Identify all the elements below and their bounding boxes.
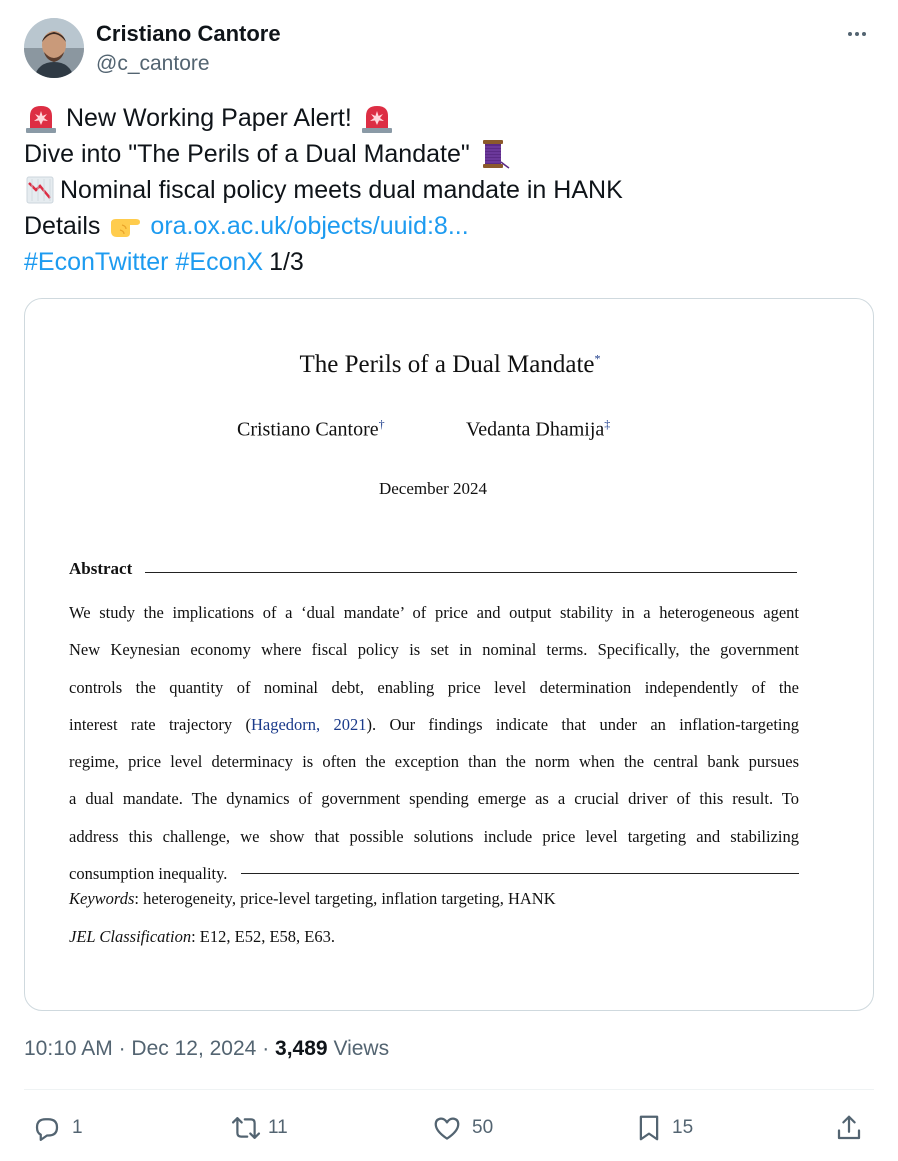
abstract-heading: Abstract xyxy=(69,559,133,578)
tweet-line xyxy=(24,208,874,244)
paper-date: December 2024 xyxy=(378,479,488,498)
rotating-light-icon xyxy=(360,102,394,134)
tweet-line-3-text: Nominal fiscal policy meets dual mandate in HANK xyxy=(60,176,623,204)
paper-author-1-mark: † xyxy=(378,417,385,431)
jel-text: : E12, E52, E58, E63. xyxy=(191,927,335,946)
abstract-last-line xyxy=(69,855,799,892)
paper-title-footnote-mark: * xyxy=(594,351,601,366)
tweet-line xyxy=(24,100,874,136)
abstract-line: regime, price level determinacy is often the exception than the norm when the central bank pursues xyxy=(69,752,799,772)
share-button[interactable] xyxy=(834,1106,864,1150)
keywords-label: Keywords xyxy=(69,889,135,908)
paper-author-1 xyxy=(237,417,385,442)
paper-author-1-name: Cristiano Cantore xyxy=(237,418,379,441)
abstract-rule xyxy=(145,572,797,573)
abstract-line-4-end: ). Our findings indicate that under an inflation-targeting xyxy=(366,714,800,734)
abstract-line xyxy=(69,706,799,743)
abstract-line: controls the quantity of nominal debt, enabling price level determination independently of the xyxy=(69,677,799,697)
views-label: Views xyxy=(333,1037,390,1060)
hashtag-econtwitter[interactable]: #EconTwitter xyxy=(24,248,169,276)
abstract-end-rule xyxy=(241,873,799,874)
reply-icon xyxy=(32,1113,62,1143)
paper-abstract-page xyxy=(25,299,874,1011)
like-button[interactable] xyxy=(432,1106,493,1150)
bookmark-count: 15 xyxy=(672,1117,694,1138)
abstract-body xyxy=(69,594,799,892)
author-handle[interactable]: @c_cantore xyxy=(96,52,210,75)
abstract-last-text: consumption inequality. xyxy=(69,864,228,884)
more-dot-icon xyxy=(848,32,852,36)
heart-icon xyxy=(432,1113,462,1143)
reply-button[interactable] xyxy=(32,1106,83,1150)
jel-label: JEL Classification xyxy=(69,927,192,946)
tweet-line-1-text: New Working Paper Alert! xyxy=(66,104,352,132)
paper-image-card[interactable] xyxy=(24,298,874,1011)
action-bar xyxy=(0,1106,898,1150)
tweet-text xyxy=(24,100,874,280)
abstract-line: We study the implications of a ‘dual mandate’ of price and output stability in a heterogeneous agent xyxy=(69,603,799,622)
paper-keywords xyxy=(69,889,556,909)
bookmark-button[interactable] xyxy=(634,1106,693,1150)
chart-decreasing-icon xyxy=(24,174,56,206)
pointing-right-icon xyxy=(108,211,144,241)
like-count: 50 xyxy=(472,1117,494,1138)
keywords-text: : heterogeneity, price-level targeting, inflation targeting, HANK xyxy=(134,889,556,908)
paper-author-2-mark: ‡ xyxy=(604,417,611,431)
repost-count: 11 xyxy=(268,1117,288,1138)
thread-spool-icon xyxy=(476,138,510,170)
more-options-button[interactable] xyxy=(842,22,872,46)
meta-separator: · xyxy=(118,1037,126,1060)
abstract-line: New Keynesian economy where fiscal policy is set in nominal terms. Specifically, the government xyxy=(69,640,799,660)
more-dot-icon xyxy=(855,32,859,36)
hashtag-econx[interactable]: #EconX xyxy=(175,248,264,276)
repost-button[interactable] xyxy=(230,1106,288,1150)
abstract-line: a dual mandate. The dynamics of government spending emerge as a crucial driver of this result. To xyxy=(69,789,799,809)
meta-separator: · xyxy=(262,1037,270,1060)
tweet-line xyxy=(24,136,874,172)
divider xyxy=(24,1089,874,1090)
tweet-header xyxy=(24,18,874,82)
repost-icon xyxy=(230,1113,262,1143)
views-count: 3,489 xyxy=(275,1037,328,1060)
citation-link: Hagedorn, 2021 xyxy=(250,714,367,734)
paper-author-2 xyxy=(466,417,610,442)
tweet-line xyxy=(24,172,874,208)
thread-count: 1/3 xyxy=(269,248,304,276)
paper-title xyxy=(25,351,874,379)
paper-link[interactable]: ora.ox.ac.uk/objects/uuid:8... xyxy=(150,212,469,240)
paper-author-2-name: Vedanta Dhamija xyxy=(466,418,605,441)
abstract-line-4-start: interest rate trajectory ( xyxy=(69,714,251,734)
tweet-date[interactable]: Dec 12, 2024 xyxy=(131,1037,257,1060)
tweet-line-2-text: Dive into "The Perils of a Dual Mandate" xyxy=(24,140,470,168)
paper-jel xyxy=(69,927,335,947)
details-label: Details xyxy=(24,212,101,240)
tweet-time[interactable]: 10:10 AM xyxy=(24,1037,113,1060)
bookmark-icon xyxy=(634,1113,664,1143)
avatar[interactable] xyxy=(24,18,84,78)
reply-count: 1 xyxy=(72,1117,83,1138)
more-dot-icon xyxy=(862,32,866,36)
abstract-line: address this challenge, we show that possible solutions include price level targeting and stabilizing xyxy=(69,826,799,846)
tweet-line xyxy=(24,244,874,280)
share-icon xyxy=(834,1113,864,1143)
tweet-meta xyxy=(24,1037,389,1061)
paper-title-text: The Perils of a Dual Mandate xyxy=(299,351,595,378)
rotating-light-icon xyxy=(24,102,58,134)
author-name[interactable]: Cristiano Cantore xyxy=(96,21,281,46)
